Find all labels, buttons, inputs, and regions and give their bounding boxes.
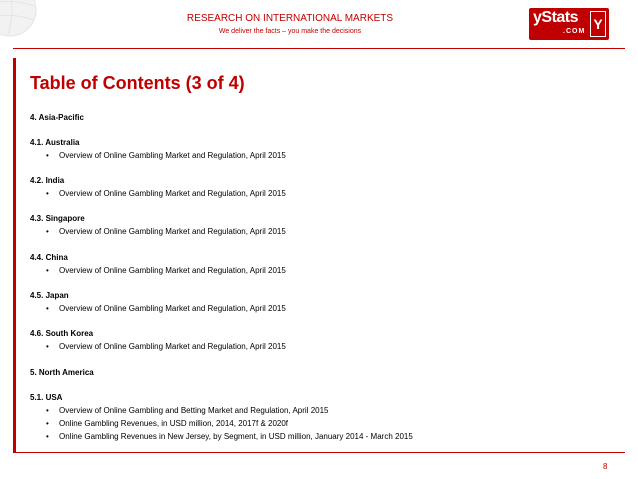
toc-item	[46, 189, 286, 198]
toc-item-label: Overview of Online Gambling Market and Regulation, April 2015	[59, 266, 286, 275]
bullet-icon: •	[46, 266, 49, 275]
toc-item	[46, 151, 286, 160]
bullet-icon: •	[46, 304, 49, 313]
toc-item	[46, 227, 286, 236]
toc-section: 4. Asia-Pacific	[30, 113, 84, 122]
toc-item	[46, 419, 288, 428]
header-subtitle: We deliver the facts – you make the decisions	[218, 28, 362, 35]
toc-item	[46, 406, 328, 415]
bullet-icon: •	[46, 151, 49, 160]
globe-watermark-icon	[0, 0, 40, 40]
toc-item-label: Overview of Online Gambling Market and Regulation, April 2015	[59, 189, 286, 198]
toc-item-label: Overview of Online Gambling Market and Regulation, April 2015	[59, 151, 286, 160]
logo-mark: Y	[590, 11, 606, 37]
bullet-icon: •	[46, 342, 49, 351]
toc-item-label: Overview of Online Gambling Market and Regulation, April 2015	[59, 342, 286, 351]
toc-item	[46, 342, 286, 351]
bullet-icon: •	[46, 189, 49, 198]
bullet-icon: •	[46, 406, 49, 415]
header-title: RESEARCH ON INTERNATIONAL MARKETS	[186, 13, 394, 24]
footer-divider	[13, 452, 625, 453]
toc-item-label: Overview of Online Gambling Market and Regulation, April 2015	[59, 304, 286, 313]
ystats-logo	[529, 8, 609, 40]
page-title: Table of Contents (3 of 4)	[30, 73, 245, 93]
bullet-icon: •	[46, 432, 49, 441]
left-accent-bar	[13, 58, 16, 452]
logo-sub-text: .COM	[563, 28, 586, 35]
page-number: 8	[603, 462, 608, 471]
logo-main-text: yStats	[533, 9, 579, 26]
toc-item-label: Overview of Online Gambling and Betting Market and Regulation, April 2015	[59, 406, 329, 415]
toc-section: 4.2. India	[30, 176, 65, 185]
toc-item	[46, 432, 413, 441]
toc-section: 4.5. Japan	[30, 291, 69, 300]
header-divider	[13, 48, 625, 49]
bullet-icon: •	[46, 419, 49, 428]
bullet-icon: •	[46, 227, 49, 236]
toc-section: 5.1. USA	[30, 393, 63, 402]
toc-section: 5. North America	[30, 368, 94, 377]
toc-section: 4.4. China	[30, 253, 68, 262]
toc-item-label: Online Gambling Revenues, in USD million, 2014, 2017f & 2020f	[59, 419, 289, 428]
toc-section: 4.1. Australia	[30, 138, 80, 147]
toc-item-label: Online Gambling Revenues in New Jersey, by Segment, in USD million, January 2014 - March 2015	[59, 432, 413, 441]
toc-section: 4.3. Singapore	[30, 214, 85, 223]
toc-item	[46, 266, 286, 275]
toc-item-label: Overview of Online Gambling Market and Regulation, April 2015	[59, 227, 286, 236]
toc-section: 4.6. South Korea	[30, 329, 94, 338]
toc-item	[46, 304, 286, 313]
